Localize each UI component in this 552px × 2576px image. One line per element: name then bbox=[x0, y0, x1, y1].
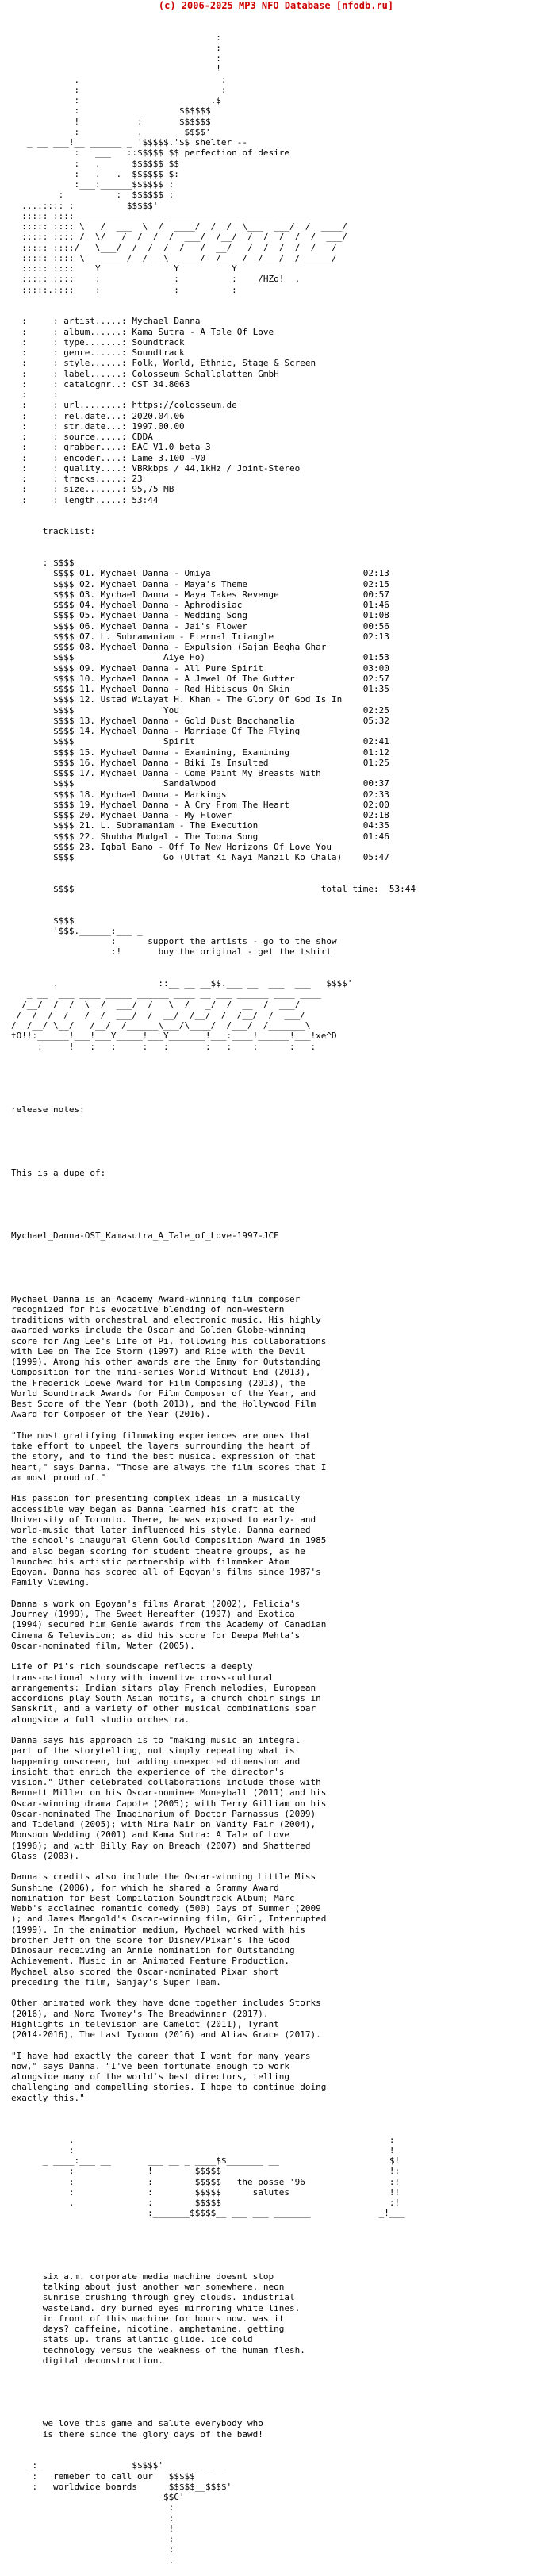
logo2-art-line: : ! : : : : : : : : : bbox=[11, 1041, 316, 1052]
track-title-continued: Go (Ulfat Ki Nayi Manzil Ko Chala) bbox=[79, 852, 363, 862]
header-art-line: ::::: :::: \ / ___ \ / ____/ / / \___ ___/ / ____/ bbox=[11, 221, 347, 232]
track-row: $$$$ 21. L. Subramaniam - The Execution 04:35 bbox=[11, 820, 389, 831]
total-row: $$$$ total time: 53:44 bbox=[11, 883, 416, 894]
track-title-continued: Aiye Ho) bbox=[79, 652, 363, 663]
track-title: Mychael Danna - Markings bbox=[100, 789, 363, 800]
track-time: 00:56 bbox=[362, 620, 389, 632]
nfo-document bbox=[11, 11, 547, 2576]
track-time: 00:37 bbox=[362, 778, 389, 789]
header-art-line: :::::.:::: : : : bbox=[11, 284, 237, 295]
track-number: 03. bbox=[79, 589, 95, 600]
track-title: Mychael Danna - Come Paint My Breasts With bbox=[100, 768, 363, 778]
bio-paragraph: "The most gratifying filmmaking experiences are ones that take effort to unpeel the layers surrounding the heart of the story, and to find the best musical expression of that heart," says Danna. "Those are always the film scores that I am most proud of." bbox=[11, 1430, 327, 1483]
boards-art-line: ! bbox=[11, 2523, 174, 2534]
dupe-label: This is a dupe of: bbox=[11, 1167, 106, 1178]
track-row: $$$$ 18. Mychael Danna - Markings 02:33 bbox=[11, 789, 389, 800]
header-art-line: : . $$$$$$ $$ bbox=[11, 158, 179, 169]
info-label: size.......: bbox=[63, 484, 127, 495]
track-number: 11. bbox=[79, 684, 95, 694]
track-title-continued: Sandalwood bbox=[79, 778, 363, 789]
bio-paragraph: Life of Pi's rich soundscape reflects a deeply trans-national story with inventive cross-cultural arrangements: Indian sitars play French melodies, European accordions play South Asian motifs, a church choir sings in Sanskrit, and a variety of other musical combinations soar alongside a full studio orchestra. bbox=[11, 1661, 321, 1725]
support-block bbox=[11, 916, 547, 958]
track-row: $$$$ 01. Mychael Danna - Omiya 02:13 bbox=[11, 568, 389, 579]
info-label: length.....: bbox=[63, 494, 127, 505]
info-value: Colosseum Schallplatten GmbH bbox=[132, 368, 279, 379]
closing-line: six a.m. corporate media machine doesnt stop bbox=[11, 2271, 274, 2282]
closing-line: digital deconstruction. bbox=[11, 2355, 164, 2366]
info-row: : : artist.....: Mychael Danna bbox=[11, 316, 201, 327]
bio-paragraph: His passion for presenting complex ideas in a musically accessible way began as Danna learned his craft at the University of Toronto. There, he was exposed to early- and world-music that later influenced his style. Danna earned the school's inaugural Glenn Gould Composition Award in 1985 and also began scoring for student theatre groups, as he launched his artistic partnership with filmmaker Atom Egoyan. Danna has scored all of Egoyan's films since 1987's Family Viewing. bbox=[11, 1493, 327, 1588]
track-row: $$$$ 13. Mychael Danna - Gold Dust Bacchanalia 05:32 bbox=[11, 715, 389, 726]
info-label: style......: bbox=[63, 358, 127, 369]
info-label: album......: bbox=[63, 326, 127, 337]
bio-paragraph: Danna's work on Egoyan's films Ararat (2002), Felicia's Journey (1999), The Sweet Hereafter (1997) and Exotica (1994) secured him Genie awards from the Academy of Canadian Cinema & Television; as did his score for Deepa Mehta's Oscar-nominated film, Water (2005). bbox=[11, 1598, 327, 1651]
info-label: str.date...: bbox=[63, 420, 127, 432]
track-row: $$$$ 10. Mychael Danna - A Jewel Of The Gutter 02:57 bbox=[11, 673, 389, 684]
logo2-art-line: /__/ / / \ / ___/ / \ / _/ / __ / ___/ bbox=[11, 999, 301, 1010]
posse-art-line: : ! bbox=[11, 2144, 395, 2156]
bio-spacer bbox=[11, 1651, 547, 1661]
track-time: 02:33 bbox=[362, 789, 389, 800]
track-number: 07. bbox=[79, 631, 95, 642]
bio-paragraph: Danna's credits also include the Oscar-winning Little Miss Sunshine (2006), for which he shared a Grammy Award nomination for Best Compilation Soundtrack Album; Marc Webb's acclaimed romantic comedy (500) Days of Summer (2009 ); and James Mangold's Oscar-winning film, Girl, Interrupted (1999). In the animation medium, Mychael worked with his brother Jeff on the score for Disney/Pixar's The Good Dinosaur receiving an Annie nomination for Outstanding Achievement, Music in an Animated Feature Production. Mychael also scored the Oscar-nominated Pixar short preceding the film, Sanjay's Super Team. bbox=[11, 1872, 327, 1987]
bio-spacer bbox=[11, 2040, 547, 2050]
info-label: genre......: bbox=[63, 347, 127, 358]
info-row: : : bbox=[11, 390, 64, 400]
header-art-line: ::::: :::: : : : /HZo! . bbox=[11, 274, 301, 285]
tracklist bbox=[11, 558, 547, 862]
support-spacer: $$$$ bbox=[11, 915, 75, 926]
track-time: 04:35 bbox=[362, 820, 389, 831]
posse-art-line: . : $$$$$ :! bbox=[11, 2198, 401, 2208]
total-label: total time: bbox=[320, 883, 379, 894]
info-value: 2020.04.06 bbox=[132, 410, 185, 421]
info-label: label......: bbox=[63, 368, 127, 379]
track-row: $$$$ 02. Mychael Danna - Maya's Theme 02:15 bbox=[11, 578, 389, 589]
header-art-line: : : $$$$$$ : bbox=[11, 190, 174, 201]
track-title: Mychael Danna - All Pure Spirit bbox=[100, 662, 363, 674]
info-row: : : quality....: VBRkbps / 44,1kHz / Joint-Stereo bbox=[11, 463, 301, 474]
track-title: Ustad Wilayat H. Khan - The Glory Of God Is In bbox=[100, 694, 363, 705]
bio-spacer bbox=[11, 1420, 547, 1430]
info-value: 53:44 bbox=[132, 494, 159, 505]
info-value: CST 34.8063 bbox=[132, 378, 190, 390]
track-title-continued: You bbox=[79, 704, 363, 716]
track-title: Mychael Danna - My Flower bbox=[100, 810, 363, 820]
logo2-art-line: / / / / / / ___/ / __/ /__/ / /__/ / ___/ bbox=[11, 1009, 305, 1020]
track-row: $$$$ 19. Mychael Danna - A Cry From The Heart 02:00 bbox=[11, 799, 389, 810]
bio-paragraph: Mychael Danna is an Academy Award-winning film composer recognized for his evocative blending of non-western traditions with orchestral and electronic music. His highly awarded works include the Oscar and Golden Globe-winning score for Ang Lee's Life of Pi, following his collaborations with Lee on The Ice Storm (1997) and Ride with the Devil (1999). Among his other awards are the Emmy for Outstanding Composition for the mini-series World Without End (2013), the Frederick Loewe Award for Film Composing (2013), the World Soundtrack Awards for Film Composer of the Year, and Best Score of the Year (both 2013), and the Hollywood Film Award for Composer of the Year (2016). bbox=[11, 1293, 327, 1420]
track-row: $$$$ 05. Mychael Danna - Wedding Song 01:08 bbox=[11, 610, 389, 621]
info-row: : : encoder....: Lame 3.100 -V0 bbox=[11, 452, 206, 463]
info-row: : : source.....: CDDA bbox=[11, 432, 153, 442]
closing-line: sunrise crushing through grey clouds. industrial bbox=[11, 2292, 295, 2303]
track-time: 02:15 bbox=[362, 578, 389, 589]
track-row: $$$$ 11. Mychael Danna - Red Hibiscus On Skin 01:35 bbox=[11, 684, 389, 694]
info-value: Kama Sutra - A Tale Of Love bbox=[132, 326, 274, 337]
closing-line: stats up. trans atlantic glide. ice cold bbox=[11, 2334, 253, 2345]
track-number: 21. bbox=[79, 820, 95, 831]
bio-spacer bbox=[11, 2103, 547, 2113]
track-number: 08. bbox=[79, 642, 95, 652]
track-time: 02:18 bbox=[362, 810, 389, 820]
track-title: Mychael Danna - A Cry From The Heart bbox=[100, 799, 363, 810]
info-row: : : size.......: 95,75 MB bbox=[11, 484, 174, 495]
logo2-art bbox=[11, 978, 547, 1052]
info-row: : : url........: https://colosseum.de bbox=[11, 400, 237, 411]
bio-spacer bbox=[11, 1987, 547, 1998]
track-title: Mychael Danna - Gold Dust Bacchanalia bbox=[100, 715, 363, 726]
boards-row: : worldwide boards $$$$$__$$$$' bbox=[11, 2481, 232, 2492]
posse-art-line: : : $$$$$ salutes !! bbox=[11, 2186, 401, 2198]
track-time: 01:46 bbox=[362, 600, 389, 610]
header-art-line: : . . $$$$$$ $: bbox=[11, 168, 179, 179]
track-time: 01:12 bbox=[362, 747, 389, 758]
info-label: source.....: bbox=[63, 432, 127, 442]
header-art-line: . : bbox=[11, 74, 227, 85]
track-title: Mychael Danna - Maya Takes Revenge bbox=[100, 589, 363, 600]
track-time: 01:25 bbox=[362, 757, 389, 768]
track-row: $$$$ 17. Mychael Danna - Come Paint My Breasts With bbox=[11, 768, 363, 778]
dupe-name: Mychael_Danna-OST_Kamasutra_A_Tale_of_Love-1997-JCE bbox=[11, 1230, 279, 1241]
header-art-line: : bbox=[11, 53, 221, 63]
info-row: : : style......: Folk, World, Ethnic, Stage & Screen bbox=[11, 358, 316, 369]
track-title: Iqbal Bano - Off To New Horizons Of Love You bbox=[100, 841, 363, 852]
track-title: Mychael Danna - Jai's Flower bbox=[100, 620, 363, 632]
track-title: Shubha Mudgal - The Toona Song bbox=[100, 831, 363, 842]
track-title: Mychael Danna - Wedding Song bbox=[100, 610, 363, 621]
track-row: $$$$ 06. Mychael Danna - Jai's Flower 00:56 bbox=[11, 620, 389, 632]
info-label: catalognr..: bbox=[63, 378, 127, 390]
boards-label: worldwide boards bbox=[52, 2481, 137, 2492]
bio-spacer bbox=[11, 1483, 547, 1493]
info-value: Soundtrack bbox=[132, 347, 185, 358]
track-number: 09. bbox=[79, 662, 95, 674]
info-label: artist.....: bbox=[63, 316, 127, 327]
info-value: 23 bbox=[132, 474, 143, 484]
closing-line: wasteland. dry burned eyes mirroring white lines. bbox=[11, 2302, 301, 2313]
info-row: : : str.date...: 1997.00.00 bbox=[11, 420, 185, 432]
info-row: : : rel.date...: 2020.04.06 bbox=[11, 410, 185, 421]
salutes-label: salutes bbox=[252, 2186, 289, 2198]
bio-paragraph: "I have had exactly the career that I want for many years now," says Danna. "I've been fortunate enough to work alongside many of the world's best directors, telling challenging and compelling stories. I hope to continue doing exactly this." bbox=[11, 2050, 327, 2103]
header-art-line: : . $$$$' bbox=[11, 126, 211, 137]
track-row: $$$$ 20. Mychael Danna - My Flower 02:18 bbox=[11, 810, 389, 820]
track-number: 18. bbox=[79, 789, 95, 800]
track-row: $$$$ You 02:25 bbox=[11, 704, 389, 716]
track-title: Mychael Danna - Red Hibiscus On Skin bbox=[100, 684, 363, 694]
support-row: : support the artists - go to the show bbox=[11, 936, 337, 946]
bio bbox=[11, 1294, 547, 2114]
info-label: tracks.....: bbox=[63, 474, 127, 484]
info-label: encoder....: bbox=[63, 452, 127, 463]
support-line-2: buy the original - get the tshirt bbox=[158, 946, 332, 958]
track-number: 13. bbox=[79, 715, 95, 726]
track-number: 23. bbox=[79, 841, 95, 852]
header-art-line: _ __ ___!__ ______ _ '$$$$$.'$$ shelter -- bbox=[11, 137, 248, 148]
info-value: Mychael Danna bbox=[132, 316, 201, 327]
track-number: 01. bbox=[79, 568, 95, 579]
track-title: L. Subramaniam - Eternal Triangle bbox=[100, 631, 363, 642]
info-row: : : catalognr..: CST 34.8063 bbox=[11, 378, 190, 390]
track-row: $$$$ Sandalwood 00:37 bbox=[11, 778, 389, 789]
track-row: $$$$ 03. Mychael Danna - Maya Takes Revenge 00:57 bbox=[11, 589, 389, 600]
release-notes-label: release notes: bbox=[11, 1104, 85, 1115]
header-art-line: : $$$$$$ bbox=[11, 106, 211, 117]
info-row: : : length.....: 53:44 bbox=[11, 494, 159, 505]
track-number: 12. bbox=[79, 694, 95, 705]
posse-art-line: : : $$$$$ the posse '96 :! bbox=[11, 2176, 401, 2187]
track-time: 05:47 bbox=[362, 852, 389, 862]
total-time: 53:44 bbox=[389, 883, 416, 894]
track-row: $$$$ Go (Ulfat Ki Nayi Manzil Ko Chala) 05:47 bbox=[11, 852, 389, 862]
info-label: type.......: bbox=[63, 336, 127, 347]
boards-art-line: $$C' bbox=[11, 2492, 185, 2502]
header-art-line: : : bbox=[11, 84, 227, 95]
info-block bbox=[11, 316, 547, 505]
track-time: 01:35 bbox=[362, 684, 389, 694]
header-art-line: ::::: ::::/ \___/ / / / / / __/ / / / / / / bbox=[11, 242, 337, 253]
track-title: Mychael Danna - Aphrodisiac bbox=[100, 600, 363, 610]
bio-spacer bbox=[11, 1588, 547, 1599]
info-row: : : label......: Colosseum Schallplatten GmbH bbox=[11, 368, 279, 379]
boards-block bbox=[11, 2460, 547, 2566]
logo2-art-line: _ __ ___ ____ _____ ______ ____ __ ___ ______ ____ ____ bbox=[11, 989, 321, 1000]
track-time: 01:46 bbox=[362, 831, 389, 842]
info-label: rel.date...: bbox=[63, 410, 127, 421]
header-art-line: ::::: :::: Y Y Y bbox=[11, 263, 237, 274]
track-number: 17. bbox=[79, 768, 95, 778]
track-time: 00:57 bbox=[362, 589, 389, 600]
info-row: : : genre......: Soundtrack bbox=[11, 347, 185, 358]
info-value: Lame 3.100 -V0 bbox=[132, 452, 206, 463]
closing-text bbox=[11, 2271, 547, 2366]
track-time: 02:00 bbox=[362, 799, 389, 810]
track-number: 20. bbox=[79, 810, 95, 820]
track-title-continued: Spirit bbox=[79, 736, 363, 747]
track-time: 01:08 bbox=[362, 610, 389, 621]
tracklist-heading-row bbox=[11, 526, 547, 536]
track-title: L. Subramaniam - The Execution bbox=[100, 820, 363, 831]
boards-art-line: . bbox=[11, 2555, 174, 2566]
track-row: $$$$ 15. Mychael Danna - Examining, Examining 01:12 bbox=[11, 747, 389, 758]
track-row: $$$$ 04. Mychael Danna - Aphrodisiac 01:46 bbox=[11, 600, 389, 610]
header-art-line: ::::: :::: \________/ /___\______/ /____/ /___/ /______/ bbox=[11, 252, 337, 263]
track-time: 02:57 bbox=[362, 673, 389, 684]
remeber-label: remeber to call our bbox=[52, 2470, 153, 2482]
info-value: 1997.00.00 bbox=[132, 420, 185, 432]
track-time: 03:00 bbox=[362, 662, 389, 674]
track-row: $$$$ 16. Mychael Danna - Biki Is Insulted 01:25 bbox=[11, 757, 389, 768]
track-time: 02:13 bbox=[362, 631, 389, 642]
bio-paragraph: Other animated work they have done together includes Storks (2016), and Nora Twomey's The Breadwinner (2017). Highlights in television are Camelot (2011), Tyrant (2014-2016), The Last Tycoon (2016) and Alias Grace (2017). bbox=[11, 1998, 321, 2040]
track-row: $$$$ 22. Shubha Mudgal - The Toona Song 01:46 bbox=[11, 831, 389, 842]
bio-spacer bbox=[11, 1861, 547, 1872]
nfodb-credit: (c) 2006-2025 MP3 NFO Database [nfodb.ru] bbox=[158, 0, 394, 11]
track-time: 02:41 bbox=[362, 736, 389, 747]
header-art-line: :___:______$$$$$$ : bbox=[11, 179, 174, 190]
info-value: 95,75 MB bbox=[132, 484, 174, 495]
track-title: Mychael Danna - Marriage Of The Flying bbox=[100, 726, 363, 736]
header-art-line: : ___ ::$$$$$ $$ perfection of desire bbox=[11, 148, 289, 159]
closing-line: in front of this machine for hours now. was it bbox=[11, 2313, 285, 2324]
header-art bbox=[11, 33, 547, 295]
info-value: CDDA bbox=[132, 432, 153, 442]
track-row: $$$$ 12. Ustad Wilayat H. Khan - The Glory Of God Is In bbox=[11, 694, 363, 705]
logo2-art-line: / /__/ \__/ /__/ /______\___/\____/ /___/ /_______\ bbox=[11, 1020, 311, 1031]
info-label: quality....: bbox=[63, 463, 127, 474]
support-line-1: support the artists - go to the show bbox=[148, 936, 337, 946]
info-row: : : tracks.....: 23 bbox=[11, 474, 143, 484]
boards-art-line: : bbox=[11, 2513, 174, 2524]
posse-art-line: _ ____:___ __ ___ __ _ ____$$_______ __ $! bbox=[11, 2156, 401, 2166]
info-row: : : type.......: Soundtrack bbox=[11, 336, 185, 347]
posse-art-line: :_______$$$$$__ ___ ___ _______ _!___ bbox=[11, 2208, 405, 2219]
track-time: 02:25 bbox=[362, 704, 389, 716]
support-row: :! buy the original - get the tshirt bbox=[11, 946, 332, 958]
track-title: Mychael Danna - Maya's Theme bbox=[100, 578, 363, 589]
track-time: 05:32 bbox=[362, 715, 389, 726]
love-line: is there since the glory days of the bawd! bbox=[11, 2428, 263, 2440]
tracklist-label: tracklist: bbox=[42, 526, 95, 537]
track-number: 10. bbox=[79, 673, 95, 684]
track-number: 14. bbox=[79, 726, 95, 736]
tracklist-spacer: : $$$$ bbox=[11, 558, 75, 568]
track-title: Mychael Danna - Examining, Examining bbox=[100, 747, 363, 758]
info-label: grabber....: bbox=[63, 442, 127, 453]
support-spacer: '$$$.______:___ _ bbox=[11, 925, 143, 936]
love-line: we love this game and salute everybody who bbox=[11, 2418, 263, 2429]
posse-art-line: : ! $$$$$ !: bbox=[11, 2166, 401, 2177]
header-art-line: ! : $$$$$$ bbox=[11, 116, 211, 127]
track-time: 02:13 bbox=[362, 568, 389, 579]
info-value: VBRkbps / 44,1kHz / Joint-Stereo bbox=[132, 463, 301, 474]
track-number: 06. bbox=[79, 620, 95, 632]
track-number: 15. bbox=[79, 747, 95, 758]
track-row: $$$$ 23. Iqbal Bano - Off To New Horizons Of Love You bbox=[11, 841, 363, 852]
track-row: $$$$ 14. Mychael Danna - Marriage Of The Flying bbox=[11, 726, 363, 736]
track-time: 01:53 bbox=[362, 652, 389, 663]
info-value: https://colosseum.de bbox=[132, 400, 237, 411]
logo2-art-line: . ::__ __ __$$.___ __ ___ ___ $$$$' bbox=[11, 978, 353, 989]
track-title: Mychael Danna - Omiya bbox=[100, 568, 363, 579]
info-row: : : album......: Kama Sutra - A Tale Of Love bbox=[11, 326, 274, 337]
header-art-line: : bbox=[11, 42, 221, 53]
track-title: Mychael Danna - Biki Is Insulted bbox=[100, 757, 363, 768]
track-number: 19. bbox=[79, 799, 95, 810]
header-art-line: ....:::: : $$$$$' bbox=[11, 200, 159, 211]
info-label: url........: bbox=[63, 400, 127, 411]
header-art-line: ! bbox=[11, 63, 221, 75]
track-row: $$$$ Aiye Ho) 01:53 bbox=[11, 652, 389, 663]
posse-label: the posse '96 bbox=[236, 2176, 305, 2187]
logo2-art-line: tO!!:______!___!___Y_____!___Y_______!___:____!______!___!xe^D bbox=[11, 1031, 337, 1042]
header-art-line: : .$ bbox=[11, 95, 221, 106]
bio-paragraph: Danna says his approach is to "making music an integral part of the storytelling, not simply repeating what is happening onscreen, but adding unexpected dimension and insight that enrich the experience of the director's vision." Other celebrated collaborations include those with Bennett Miller on his Oscar-nominee Moneyball (2011) and his Oscar-winning drama Capote (2005); with Terry Gilliam on his Oscar-nominated The Imaginarium of Doctor Parnassus (2009) and Tideland (2005); with Mira Nair on Vanity Fair (2004), Monsoon Wedding (2001) and Kama Sutra: A Tale of Love (1996); and with Billy Ray on Breach (2007) and Shattered Glass (2003). bbox=[11, 1735, 327, 1861]
track-number: 16. bbox=[79, 757, 95, 768]
track-number: 05. bbox=[79, 610, 95, 621]
track-number: 02. bbox=[79, 578, 95, 589]
track-row: $$$$ 08. Mychael Danna - Expulsion (Sajan Begha Ghar bbox=[11, 642, 363, 652]
closing-line: technology versus the weakness of the human flesh. bbox=[11, 2344, 305, 2355]
track-number: 04. bbox=[79, 600, 95, 610]
posse-art-line: . : bbox=[11, 2134, 395, 2145]
info-value: Folk, World, Ethnic, Stage & Screen bbox=[132, 358, 316, 369]
boards-art-line: _:_ $$$$$' _ ___ _ ___ bbox=[11, 2460, 227, 2471]
closing-line: days? caffeine, nicotine, amphetamine. getting bbox=[11, 2324, 285, 2334]
info-row: : : grabber....: EAC V1.0 beta 3 bbox=[11, 442, 211, 453]
track-title: Mychael Danna - A Jewel Of The Gutter bbox=[100, 673, 363, 684]
bio-spacer bbox=[11, 1725, 547, 1735]
boards-art-line: : bbox=[11, 2544, 174, 2555]
track-number: 22. bbox=[79, 831, 95, 842]
info-value: EAC V1.0 beta 3 bbox=[132, 442, 211, 453]
posse-art bbox=[11, 2135, 547, 2219]
boards-row: : remeber to call our $$$$$ bbox=[11, 2470, 195, 2482]
header-art-line: ::::: :::: / \/ / / / / ___/ /__/ / / / / / ___/ bbox=[11, 232, 347, 243]
header-art-line: ::::: :::: ________________ _____________ _____________ bbox=[11, 210, 311, 221]
info-value: Soundtrack bbox=[132, 336, 185, 347]
love-text bbox=[11, 2418, 547, 2440]
boards-art-line: : bbox=[11, 2502, 174, 2513]
track-row: $$$$ 07. L. Subramaniam - Eternal Triangle 02:13 bbox=[11, 631, 389, 642]
closing-line: talking about just another war somewhere. neon bbox=[11, 2282, 285, 2292]
track-row: $$$$ Spirit 02:41 bbox=[11, 736, 389, 747]
track-title: Mychael Danna - Expulsion (Sajan Begha Ghar bbox=[100, 642, 363, 652]
track-row: $$$$ 09. Mychael Danna - All Pure Spirit 03:00 bbox=[11, 662, 389, 674]
header-art-line: : bbox=[11, 32, 221, 43]
boards-art-line: : bbox=[11, 2534, 174, 2544]
